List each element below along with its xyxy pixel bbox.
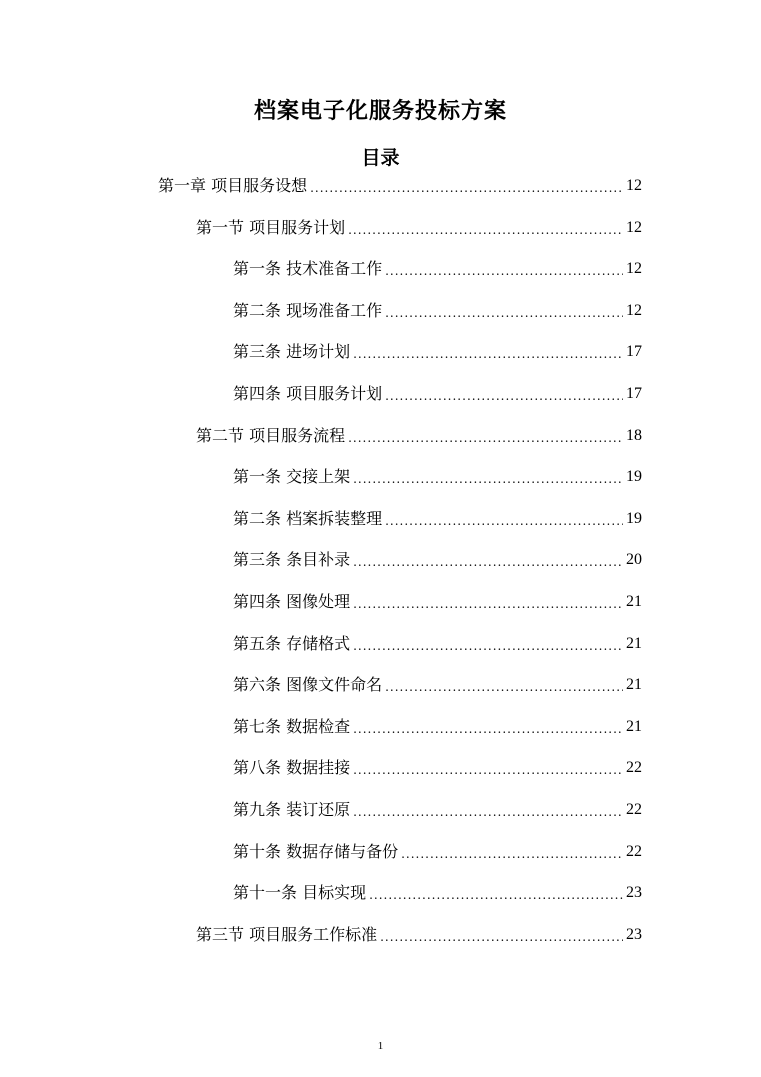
- toc-entry-page: 17: [626, 385, 642, 402]
- toc-entry[interactable]: [233, 462, 642, 488]
- toc-entry-page: 19: [626, 509, 642, 527]
- toc-entry-page: 20: [626, 551, 642, 569]
- toc-entry-label: 第二条 现场准备工作: [233, 300, 383, 320]
- toc-entry-page: 21: [626, 593, 642, 610]
- toc-leader-dots: [353, 637, 623, 655]
- toc-entry[interactable]: [233, 670, 642, 696]
- toc-entry[interactable]: [233, 837, 642, 863]
- toc-leader-dots: [385, 678, 623, 696]
- toc-entry[interactable]: [233, 587, 642, 613]
- toc-entry-label: 第八条 数据挂接: [233, 758, 351, 778]
- toc-entry[interactable]: [233, 878, 642, 904]
- toc-entry[interactable]: [233, 712, 642, 738]
- toc-entry[interactable]: [233, 753, 642, 779]
- toc-entry-label: 第四条 项目服务计划: [233, 384, 383, 403]
- toc-leader-dots: [353, 761, 623, 779]
- toc-entry-page: 23: [626, 884, 642, 902]
- toc-entry[interactable]: [196, 421, 642, 447]
- toc-entry-label: 第一条 技术准备工作: [233, 259, 383, 279]
- toc-entry-page: 12: [626, 260, 642, 278]
- toc-heading: 目录: [361, 147, 400, 169]
- toc-entry[interactable]: [196, 920, 642, 946]
- document-title: 档案电子化服务投标方案: [253, 99, 507, 124]
- toc-leader-dots: [385, 304, 623, 322]
- toc-entry-page: 17: [626, 343, 642, 361]
- toc-entry[interactable]: [233, 379, 642, 405]
- toc-entry-label: 第三条 条目补录: [233, 550, 351, 570]
- toc-entry-page: 12: [626, 218, 642, 236]
- toc-leader-dots: [385, 387, 623, 405]
- toc-leader-dots: [348, 221, 623, 239]
- toc-entry[interactable]: [233, 629, 642, 655]
- toc-leader-dots: [353, 595, 623, 613]
- toc-entry-label: 第六条 图像文件命名: [233, 675, 383, 695]
- toc-entry[interactable]: [233, 795, 642, 821]
- toc-entry-label: 第二节 项目服务流程: [196, 425, 346, 445]
- toc-entry-label: 第二条 档案拆装整理: [233, 508, 383, 528]
- toc-entry-label: 第一章 项目服务设想: [158, 176, 308, 195]
- toc-entry-label: 第五条 存储格式: [233, 633, 351, 653]
- toc-entry-page: 22: [626, 759, 642, 777]
- page-number: 1: [377, 1040, 384, 1052]
- toc-leader-dots: [385, 262, 623, 280]
- toc-entry-page: 21: [626, 634, 642, 652]
- toc-leader-dots: [353, 553, 623, 571]
- toc-leader-dots: [353, 345, 623, 363]
- toc-entry[interactable]: [158, 171, 642, 197]
- toc-leader-dots: [310, 179, 623, 197]
- toc-leader-dots: [385, 512, 623, 530]
- toc-leader-dots: [369, 886, 623, 904]
- toc-entry-label: 第十条 数据存储与备份: [233, 841, 399, 861]
- toc-entry[interactable]: [233, 296, 642, 322]
- toc-entry-label: 第三条 进场计划: [233, 342, 351, 362]
- toc-entry-label: 第一节 项目服务计划: [196, 217, 346, 237]
- toc-leader-dots: [348, 429, 623, 447]
- toc-leader-dots: [353, 470, 623, 488]
- toc-entry[interactable]: [233, 504, 642, 530]
- toc-leader-dots: [380, 928, 623, 946]
- toc-entry-page: 22: [626, 842, 642, 860]
- toc-leader-dots: [401, 845, 623, 863]
- toc-entry[interactable]: [196, 213, 642, 239]
- toc-entry-page: 23: [626, 925, 642, 943]
- toc-entry[interactable]: [233, 254, 642, 280]
- toc-entry-label: 第九条 装订还原: [233, 800, 351, 819]
- toc-entry-label: 第七条 数据检查: [233, 716, 351, 736]
- toc-entry-page: 22: [626, 801, 642, 818]
- toc-entry-page: 12: [626, 177, 642, 194]
- toc-leader-dots: [353, 803, 623, 821]
- toc-entry-page: 12: [626, 301, 642, 319]
- toc-entry-page: 18: [626, 426, 642, 444]
- toc-entry-page: 19: [626, 468, 642, 486]
- toc-entry-label: 第一条 交接上架: [233, 467, 351, 487]
- toc-entry-label: 第四条 图像处理: [233, 592, 351, 611]
- toc-leader-dots: [353, 720, 623, 738]
- toc-entry-label: 第十一条 目标实现: [233, 883, 367, 903]
- toc-entry-page: 21: [626, 676, 642, 694]
- toc-entry-label: 第三节 项目服务工作标准: [196, 924, 378, 944]
- toc-entry[interactable]: [233, 545, 642, 571]
- toc-entry-page: 21: [626, 717, 642, 735]
- toc-entry[interactable]: [233, 337, 642, 363]
